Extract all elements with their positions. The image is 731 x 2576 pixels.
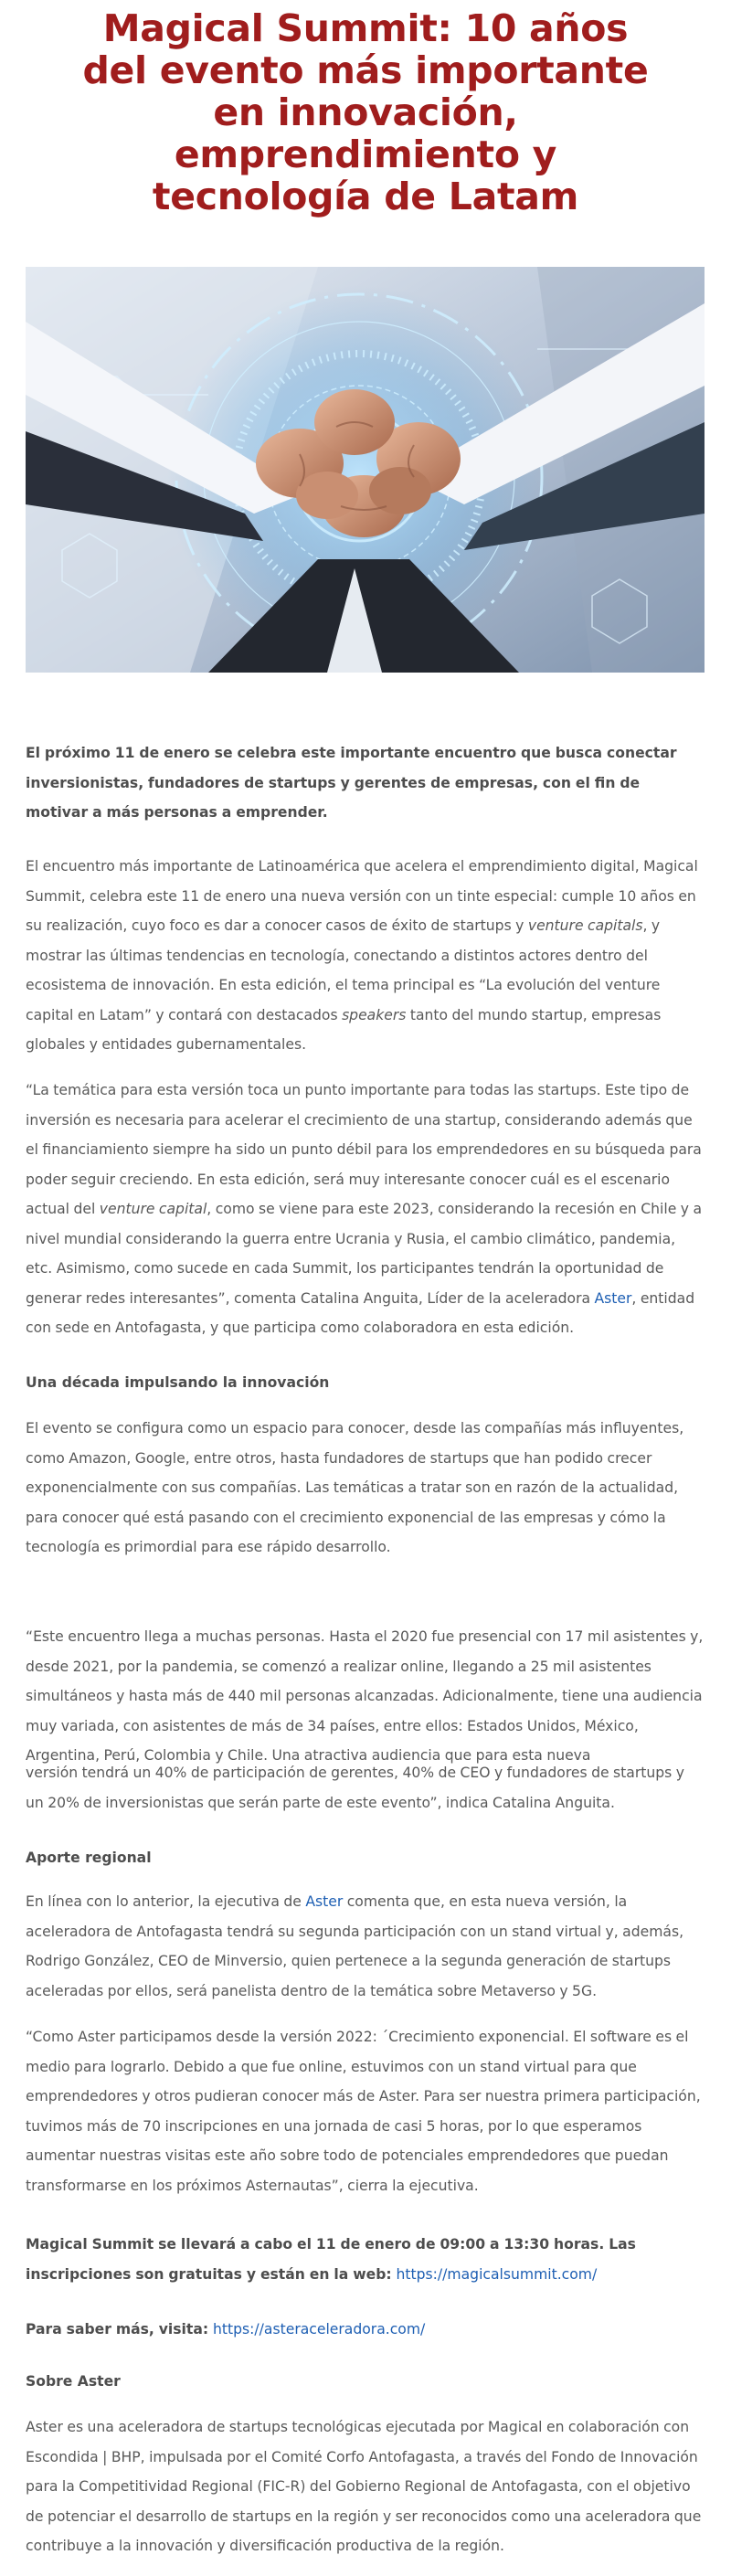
paragraph-text: , y mostrar las últimas tendencias en tecnología, conectando a distintos actores dentro del ecosistema de innovación. En esta edición, el tema principal es “La evolución del venture capital en Latam” y contará con destacados — [26, 917, 661, 1023]
paragraph-quote-1 — [26, 1076, 705, 1343]
section-heading-regional: Aporte regional — [26, 1850, 152, 1866]
paragraph-quote-2: “Este encuentro llega a muchas personas. Hasta el 2020 fue presencial con 17 mil asistentes y, desde 2021, por la pandemia, se comenzó a realizar online, llegando a 25 mil asistentes simultáneos y hasta más de 440 mil personas alcanzadas. Adicionalmente, tiene una audiencia muy variada, con asistentes de más de 34 países, entre ellos: Estados Unidos, México, Argentina, Perú, Colombia y Chile. Una atractiva audiencia que para esta nueva — [26, 1628, 704, 1764]
paragraph-regional — [26, 1887, 705, 2006]
paragraph-more-info — [26, 2315, 705, 2345]
paragraph-text: Para saber más, visita: — [26, 2321, 214, 2337]
hero-image — [26, 267, 705, 673]
paragraph-text: , como se viene para este 2023, considerando la recesión en Chile y a nivel mundial considerando la guerra entre Ucrania y Rusia, el cambio climático, pandemia, etc. Asimismo, como sucede en cada Summit, los participantes tendrán la oportunidad de generar redes interesantes”, comenta Catalina Anguita, Líder de la aceleradora — [26, 1201, 702, 1307]
article-title: Magical Summit: 10 años del evento más importante en innovación, emprendimiento y tecnología de Latam — [82, 6, 649, 218]
paragraph-about-aster: Aster es una aceleradora de startups tecnológicas ejecutada por Magical en colaboración con Escondida | BHP, impulsada por el Comité Corfo Antofagasta, a través del Fondo de Innovación para la Competitividad Regional (FIC-R) del Gobierno Regional de Antofagasta, con el objetivo de potenciar el desarrollo de startups en la región y ser reconocidos como una aceleradora que contribuye a la innovación y diversificación productiva de la región. — [26, 2419, 702, 2554]
paragraph-event-date — [26, 2230, 705, 2289]
aster-link[interactable]: Aster — [594, 1289, 632, 1307]
paragraph-italic: speakers — [342, 1006, 407, 1023]
section-heading-about: Sobre Aster — [26, 2373, 121, 2390]
article-lead: El próximo 11 de enero se celebra este importante encuentro que busca conectar inversionistas, fundadores de startups y gerentes de empresas, con el fin de motivar a más personas a emprender. — [26, 745, 677, 821]
paragraph-text: comenta que, en esta nueva versión, la aceleradora de Antofagasta tendrá su segunda participación con un stand virtual y, además, Rodrigo González, CEO de Minversio, quien pertenece a la segunda generación de startups aceleradas por ellos, será panelista dentro de la temática sobre Metaverso y 5G. — [26, 1893, 684, 1999]
paragraph-text: Magical Summit se llevará a cabo el 11 de enero de 09:00 a 13:30 horas. Las inscripciones son gratuitas y están en la web: — [26, 2236, 636, 2283]
magicalsummit-link[interactable]: https://magicalsummit.com/ — [396, 2265, 598, 2283]
paragraph-quote-2-cont: versión tendrá un 40% de participación de gerentes, 40% de CEO y fundadores de startups y un 20% de inversionistas que serán parte de este evento”, indica Catalina Anguita. — [26, 1765, 684, 1811]
paragraph-text: El encuentro más importante de Latinoamérica que acelera el emprendimiento digital, Magical Summit, celebra este 11 de enero una nueva versión con un tinte especial: cumple 10 años en su realización, cuyo foco es dar a conocer casos de éxito de startups y — [26, 858, 698, 934]
paragraph-text: En línea con lo anterior, la ejecutiva de — [26, 1893, 306, 1910]
paragraph-italic: venture capital — [99, 1201, 207, 1217]
paragraph-text: tanto del mundo startup, empresas globales y entidades gubernamentales. — [26, 1006, 662, 1053]
paragraph-intro — [26, 852, 705, 1060]
paragraph-text: “La temática para esta versión toca un punto importante para todas las startups. Este tipo de inversión es necesaria para acelerar el crecimiento de una startup, considerando además que el financiamiento siempre ha sido un punto débil para los emprendedores en su búsqueda para poder seguir creciendo. En esta edición, será muy interesante conocer cuál es el escenario actual del — [26, 1082, 702, 1217]
aster-link[interactable]: Aster — [305, 1893, 344, 1910]
asteraceleradora-link[interactable]: https://asteraceleradora.com/ — [213, 2321, 426, 2337]
paragraph-event: El evento se configura como un espacio para conocer, desde las compañías más influyentes, como Amazon, Google, entre otros, hasta fundadores de startups que han podido crecer exponencialmente con sus compañías. Las temáticas a tratar son en razón de la actualidad, para conocer qué está pasando con el crecimiento exponencial de las empresas y cómo la tecnología es primordial para ese rápido desarrollo. — [26, 1420, 684, 1555]
hands-fist-bump-tech-hologram-image — [26, 267, 705, 673]
section-heading-decade: Una década impulsando la innovación — [26, 1374, 330, 1391]
paragraph-text: , entidad con sede en Antofagasta, y que participa como colaboradora en esta edición. — [26, 1289, 695, 1336]
paragraph-italic: venture capitals — [527, 917, 643, 934]
paragraph-quote-3: “Como Aster participamos desde la versión 2022: ´Crecimiento exponencial. El software es el medio para lograrlo. Debido a que fue online, estuvimos con un stand virtual para que emprendedores y otros pudieran conocer más de Aster. Para ser nuestra primera participación, tuvimos más de 70 inscripciones en una jornada de casi 5 horas, por lo que esperamos aumentar nuestras visitas este año sobre todo de potenciales emprendedores que puedan transformarse en los próximos Asternautas”, cierra la ejecutiva. — [26, 2029, 701, 2194]
